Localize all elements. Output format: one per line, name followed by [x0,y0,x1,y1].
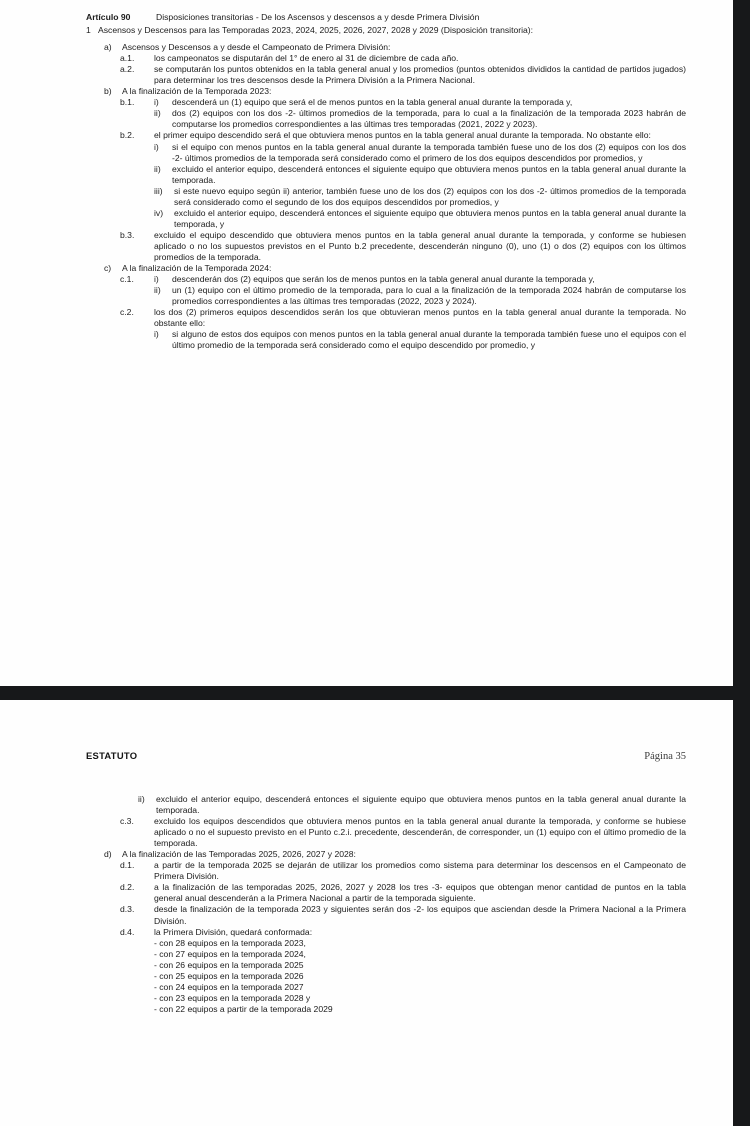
item-c-marker: c) [104,263,112,274]
item-b2-text: el primer equipo descendido será el que obtuviera menos puntos en la tabla general anual durante la temporada. No obstante ello: [154,130,651,141]
item-c1-ii-marker: ii) [154,285,161,296]
item-c2-ii-marker: ii) [138,794,145,804]
clause-1-marker: 1 [86,25,91,36]
clause-1 [86,25,686,36]
item-c3-marker: c.3. [120,816,134,827]
item-d3-text: desde la finalización de la temporada 2023 y siguientes serán dos -2- los equipos que asciendan desde la Primera Nacional a la Primera División. [154,904,686,926]
item-c1-ii [154,285,686,307]
item-a1 [120,53,686,64]
item-b1-i-marker: i) [154,97,159,108]
item-c1-marker: c.1. [120,274,134,285]
item-c [104,263,686,274]
item-b3-marker: b.3. [120,229,135,240]
item-c1-i-marker: i) [154,274,159,285]
item-d3 [120,904,686,926]
item-d4-marker: d.4. [120,926,135,937]
item-d1-text: a partir de la temporada 2025 se dejarán de utilizar los promedios como sistema para determinar los descensos en el Campeonato de Primera División. [154,860,686,882]
item-a2 [120,64,686,86]
item-a [104,42,686,53]
item-c2 [120,307,686,351]
page2-body [86,794,686,1015]
item-a-text: Ascensos y Descensos a y desde el Campeonato de Primera División: [122,42,391,53]
item-d2 [120,882,686,904]
item-d2-marker: d.2. [120,882,135,893]
item-b1-i-text: descenderá un (1) equipo que será el de menos puntos en la tabla general anual durante la temporada y, [172,97,573,108]
item-c3 [120,816,686,849]
item-d4-list-entry: - con 25 equipos en la temporada 2026 [154,970,304,981]
item-d-marker: d) [104,849,112,860]
item-b2-i-text: si el equipo con menos puntos en la tabla general anual durante la temporada también fuese uno de los dos (2) equipos con los dos -2- últimos promedios de la temporada será considerado como el primero de los dos equipos descendidos por promedios, y [172,141,686,163]
page-separator [0,686,750,700]
item-c1-i-text: descenderán dos (2) equipos que serán los de menos puntos en la tabla general anual durante la temporada y, [172,274,595,285]
item-b1-ii-text: dos (2) equipos con los dos -2- últimos promedios de la temporada, para lo cual a la finalización de la temporada 2023 habrán de computarse los promedios correspondientes a las últimas tres temporadas (2021, 2022 y 2023). [172,108,686,130]
item-b2-i-marker: i) [154,141,159,152]
item-b3-text: excluido el equipo descendido que obtuviera menos puntos en la tabla general anual durante la temporada, y conforme se hubiesen aplicado o no los supuestos previstos en el Punto b.2 precedente, descenderán ninguno (0), uno (1) o dos (2) equipos con los últimos promedios de la temporada. [154,229,686,262]
item-a1-text: los campeonatos se disputarán del 1° de enero al 31 de diciembre de cada año. [154,53,459,64]
item-d4-list-entry: - con 26 equipos en la temporada 2025 [154,959,304,970]
article-heading [86,12,686,23]
item-b1 [120,97,686,130]
item-d4-list-entry: - con 27 equipos en la temporada 2024, [154,948,306,959]
item-d4-text: la Primera División, quedará conformada: [154,926,313,937]
item-a2-text: se computarán los puntos obtenidos en la tabla general anual y los promedios (puntos obtenidos divididos la cantidad de partidos jugados) para determinar los tres descensos desde la Primera División a la Primera Nacional. [154,64,686,86]
item-a2-marker: a.2. [120,64,135,75]
item-c3-text: excluido los equipos descendidos que obtuviera menos puntos en la tabla general anual durante la temporada, y conforme se hubiese aplicado o no el supuesto previsto en el Punto c.2.i. precedente, descenderán, de corresponder, un (1) equipo con el último promedio de la temporada. [154,816,686,849]
item-c2-i-marker: i) [154,329,159,340]
item-d4-list-entry: - con 28 equipos en la temporada 2023, [154,937,306,948]
item-b3 [120,230,686,263]
article-number: Artículo 90 [86,12,131,22]
item-c-text: A la finalización de la Temporada 2024: [122,263,272,274]
item-b1-ii-marker: ii) [154,108,161,119]
item-d1-marker: d.1. [120,860,135,871]
item-b2-iii-marker: iii) [154,185,163,196]
item-b2-iv-marker: iv) [154,207,164,218]
item-c1-ii-text: un (1) equipo con el último promedio de la temporada, para lo cual a la finalización de la temporada 2024 habrán de computarse los promedios correspondientes a las últimas tres temporadas (2022, 2023 y 2024). [172,285,686,307]
clause-1-text: Ascensos y Descensos para las Temporadas 2023, 2024, 2025, 2026, 2027, 2028 y 2029 (Disposición transitoria): [98,25,534,36]
item-b1-marker: b.1. [120,97,135,108]
item-a1-marker: a.1. [120,53,135,64]
item-c1-i [154,274,686,285]
item-b [104,86,686,97]
item-c2-ii-text: excluido el anterior equipo, descenderá entonces el siguiente equipo que obtuviera menos puntos en la tabla general anual durante la temporada. [156,794,686,816]
scan-right-margin [733,0,750,1126]
item-b2-marker: b.2. [120,130,135,141]
item-d4 [120,927,686,938]
item-d3-marker: d.3. [120,904,135,915]
item-b-text: A la finalización de la Temporada 2023: [122,86,272,97]
item-b2-iii [154,186,686,208]
item-d2-text: a la finalización de las temporadas 2025, 2026, 2027 y 2028 los tres -3- equipos que obtengan menor cantidad de puntos en la tabla general anual descenderán a la Primera Nacional a partir de la temporada siguiente. [154,882,686,904]
item-d4-list-entry: - con 24 equipos en la temporada 2027 [154,981,304,992]
item-b2-ii [154,164,686,186]
item-c1 [120,274,686,307]
item-b2-i [154,142,686,164]
item-c2-marker: c.2. [120,307,134,318]
item-b2-ii-text: excluido el anterior equipo, descenderá entonces el siguiente equipo que obtuviera menos puntos en la tabla general anual durante la temporada. [172,163,686,185]
item-b2-iv-text: excluido el anterior equipo, descenderá entonces el siguiente equipo que obtuviera menos puntos en la tabla general anual durante la temporada, y [174,207,686,229]
item-d [104,849,686,860]
document-page-2 [0,700,733,1126]
item-b1-ii [154,108,686,130]
item-c2-i [154,329,686,351]
item-b2-ii-marker: ii) [154,163,161,174]
item-d4-list-entry: - con 23 equipos en la temporada 2028 y [154,992,311,1003]
item-d4-list-entry: - con 22 equipos a partir de la temporada 2029 [154,1003,333,1014]
item-b1-i [154,97,686,108]
item-b2 [120,130,686,229]
page-number: Página 35 [644,751,686,762]
item-a-marker: a) [104,42,112,53]
item-d4-list [154,938,686,1015]
item-b2-iii-text: si este nuevo equipo según ii) anterior, también fuese uno de los dos (2) equipos con los dos -2- últimos promedios de la temporada será considerado como el segundo de los dos equipos descendidos por promedios, y [174,185,686,207]
document-header-label: ESTATUTO [86,750,138,761]
item-c2-text: los dos (2) primeros equipos descendidos serán los que obtuvieran menos puntos en la tabla general anual durante la temporada. No obstante ello: [154,307,686,329]
item-d-text: A la finalización de las Temporadas 2025, 2026, 2027 y 2028: [122,849,356,860]
article-title: Disposiciones transitorias - De los Ascensos y descensos a y desde Primera División [156,12,480,22]
item-b2-iv [154,208,686,230]
item-c2-ii [138,794,686,816]
item-b-marker: b) [104,86,112,97]
page2-header [86,750,686,762]
page1-body [86,12,686,351]
item-d1 [120,860,686,882]
item-c2-i-text: si alguno de estos dos equipos con menos puntos en la tabla general anual durante la temporada también fuese uno el equipos con el último promedio de la temporada será considerado como el equipo descendido por promedio, y [172,329,686,351]
